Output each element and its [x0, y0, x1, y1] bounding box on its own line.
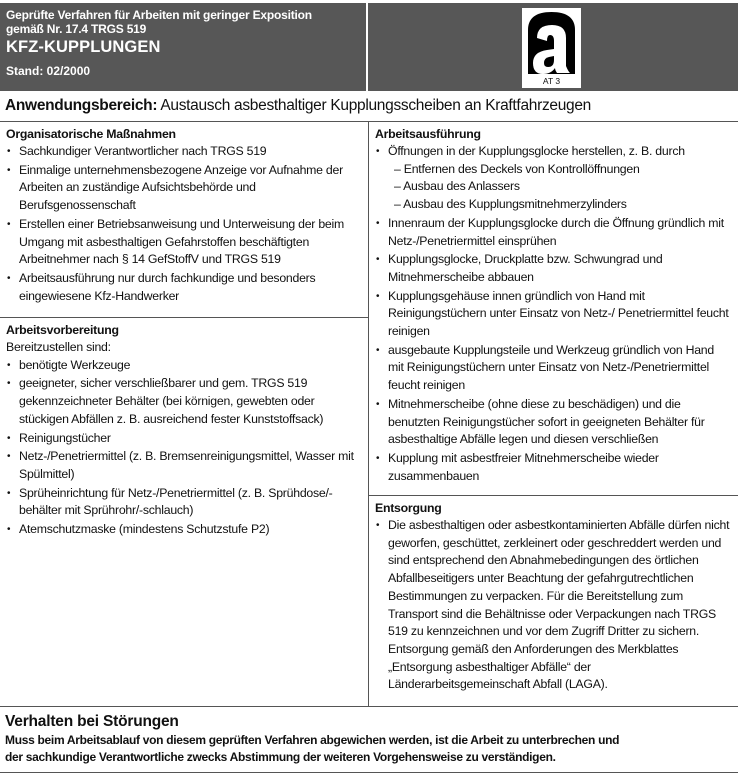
list-item-text: Die asbesthaltigen oder asbestkontaminierten Abfälle dürfen nicht geworfen, geschüttet, zerkleinert oder geschreddert werden und sind entsprechend den Abnahmebedingungen des örtlichen Abfallbeseitigers unter Beachtung der gefahrgutrechtlichen Bestimmungen zu verpacken. Für die Bereitstellung zum Transport sind die Behältnisse oder Verpackungen nach TRGS 519 zu kennzeichnen und vor dem Zugriff Dritter zu sichern. Entsorgung gemäß den Anforderungen des Merkblattes „Entsorgung asbesthaltiger Abfälle“ der Länderarbeitsgemeinschaft Abfall (LAGA). — [388, 518, 730, 692]
list-item — [6, 270, 362, 305]
bullet-icon: • — [7, 487, 11, 499]
bullet-icon: • — [376, 254, 380, 266]
bullet-list — [375, 517, 732, 694]
bullet-icon: • — [7, 359, 11, 371]
footer-text-line1: Muss beim Arbeitsablauf von diesem geprüften Verfahren abgewichen werden, ist die Arbeit zu unterbrechen und — [5, 733, 620, 747]
list-item — [6, 521, 362, 539]
sub-list-item: – Entfernen des Deckels von Kontrollöffnungen — [394, 161, 640, 176]
bullet-icon: • — [7, 451, 11, 463]
list-item — [6, 143, 362, 161]
list-item-text: ausgebaute Kupplungsteile und Werkzeug gründlich von Hand mit Reinigungstüchern unter Einsatz von Netz-/Penetriermittel feucht reinigen — [388, 342, 714, 393]
list-item-text: Öffnungen in der Kupplungsglocke herstellen, z. B. durch — [388, 144, 685, 158]
header-subtitle-line1: Geprüfte Verfahren für Arbeiten mit geringer Exposition — [6, 8, 312, 22]
list-item-text: Erstellen einer Betriebsanweisung und Unterweisung der beim Umgang mit asbesthaltigen Gefahrstoffen beschäftigten Arbeitnehmer nach § 14 GefStoffV und TRGS 519 — [19, 216, 344, 267]
list-item — [6, 430, 362, 448]
list-item — [375, 450, 732, 485]
section-work-preparation — [0, 318, 368, 544]
list-item-text: Innenraum der Kupplungsglocke durch die Öffnung gründlich mit Netz-/Penetriermittel einsprühen — [388, 215, 724, 248]
bullet-icon: • — [376, 290, 380, 302]
section-disposal — [369, 496, 738, 699]
bullet-icon: • — [376, 398, 380, 410]
scope-line — [0, 91, 738, 122]
sub-list-item: – Ausbau des Anlassers — [394, 179, 520, 194]
document-title: KFZ-KUPPLUNGEN — [6, 38, 161, 56]
list-item — [6, 485, 362, 520]
asbestos-a-icon — [522, 8, 581, 88]
section-heading: Arbeitsausführung — [375, 127, 481, 141]
list-item — [6, 375, 362, 428]
list-item-text: benötigte Werkzeuge — [19, 357, 131, 372]
list-item-text: Kupplung mit asbestfreier Mitnehmerscheibe wieder zusammenbauen — [388, 450, 659, 483]
scope-text: Austausch asbesthaltiger Kupplungsscheiben an Kraftfahrzeugen — [157, 97, 591, 114]
section-heading: Arbeitsvorbereitung — [6, 323, 119, 337]
list-item — [375, 288, 732, 341]
asbestos-a-icon-graphic — [522, 8, 581, 76]
bullet-icon: • — [376, 344, 380, 356]
list-item-text: Reinigungstücher — [19, 430, 111, 445]
list-item-text: Arbeitsausführung nur durch fachkundige und besonders eingewiesene Kfz-Handwerker — [19, 270, 316, 303]
list-item-text: Einmalige unternehmensbezogene Anzeige vor Aufnahme der Arbeiten an zuständige Aufsichtsbehörde und Berufsgenossenschaft — [19, 162, 343, 213]
list-item-text: Sprüheinrichtung für Netz-/Penetriermittel (z. B. Sprühdose/-behälter mit Sprührohr/-schlauch) — [19, 485, 333, 518]
bullet-list — [375, 143, 732, 485]
bullet-icon: • — [376, 520, 380, 531]
section-work-execution — [369, 122, 738, 496]
list-item — [375, 143, 732, 214]
list-item-text: Atemschutzmaske (mindestens Schutzstufe P2) — [19, 522, 270, 537]
scope-label: Anwendungsbereich: — [5, 97, 158, 114]
bullet-icon: • — [376, 217, 380, 229]
section-intro: Bereitzustellen sind: — [6, 340, 111, 354]
bullet-icon: • — [7, 146, 11, 157]
footer-heading: Verhalten bei Störungen — [5, 713, 179, 730]
list-item — [375, 251, 732, 286]
header-text-block — [0, 3, 368, 91]
section-heading: Organisatorische Maßnahmen — [6, 127, 176, 141]
bullet-icon: • — [7, 432, 11, 444]
list-item-text: geeigneter, sicher verschließbarer und gem. TRGS 519 gekennzeichneter Behälter (bei körnigen, gewebten oder stückigen Abfällen z. B. ausreichend fester Kunststoffsack) — [19, 376, 324, 426]
header-logo-area — [368, 3, 738, 91]
list-item-text: Kupplungsglocke, Druckplatte bzw. Schwungrad und Mitnehmerscheibe abbauen — [388, 252, 663, 284]
section-heading: Entsorgung — [375, 501, 442, 515]
left-column — [0, 122, 368, 706]
bullet-icon: • — [376, 146, 380, 157]
bullet-icon: • — [376, 452, 380, 464]
list-item-text: Sachkundiger Verantwortlicher nach TRGS 519 — [19, 144, 267, 158]
list-item-text: Netz-/Penetriermittel (z. B. Bremsenreinigungsmittel, Wasser mit Spülmittel) — [19, 449, 354, 481]
header-subtitle-line2: gemäß Nr. 17.4 TRGS 519 — [6, 22, 147, 36]
list-item — [6, 162, 362, 215]
section-malfunction-behaviour — [0, 706, 738, 773]
list-item — [6, 448, 362, 483]
bullet-icon: • — [7, 218, 11, 230]
sub-list-item: – Ausbau des Kupplungsmitnehmerzylinders — [394, 197, 627, 212]
list-item — [6, 357, 362, 375]
revision-date: Stand: 02/2000 — [6, 64, 91, 78]
list-item — [375, 396, 732, 449]
document-header — [0, 3, 738, 91]
bullet-list — [6, 143, 362, 305]
bullet-icon: • — [7, 524, 11, 536]
list-item-text: Kupplungsgehäuse innen gründlich von Hand mit Reinigungstüchern unter Einsatz von Netz-/ Penetriermittel feucht reinigen — [388, 288, 729, 339]
footer-text-line2: der sachkundige Verantwortliche zwecks Abstimmung der weiteren Vorgehensweise zu verständigen. — [5, 750, 556, 764]
list-item-text: Mitnehmerscheibe (ohne diese zu beschädigen) und die benutzten Reinigungstücher sofort in geeigneten Behälter für asbesthaltige Abfälle legen und diesen verschließen — [388, 396, 705, 447]
list-item — [375, 215, 732, 250]
logo-label: AT 3 — [542, 76, 561, 86]
bullet-list — [6, 357, 362, 539]
section-organisational-measures — [0, 122, 368, 318]
bullet-icon: • — [7, 164, 11, 176]
list-item — [375, 517, 732, 694]
bullet-icon: • — [7, 272, 11, 284]
bullet-icon: • — [7, 378, 11, 390]
right-column — [368, 122, 738, 706]
list-item — [6, 216, 362, 269]
list-item — [375, 342, 732, 395]
